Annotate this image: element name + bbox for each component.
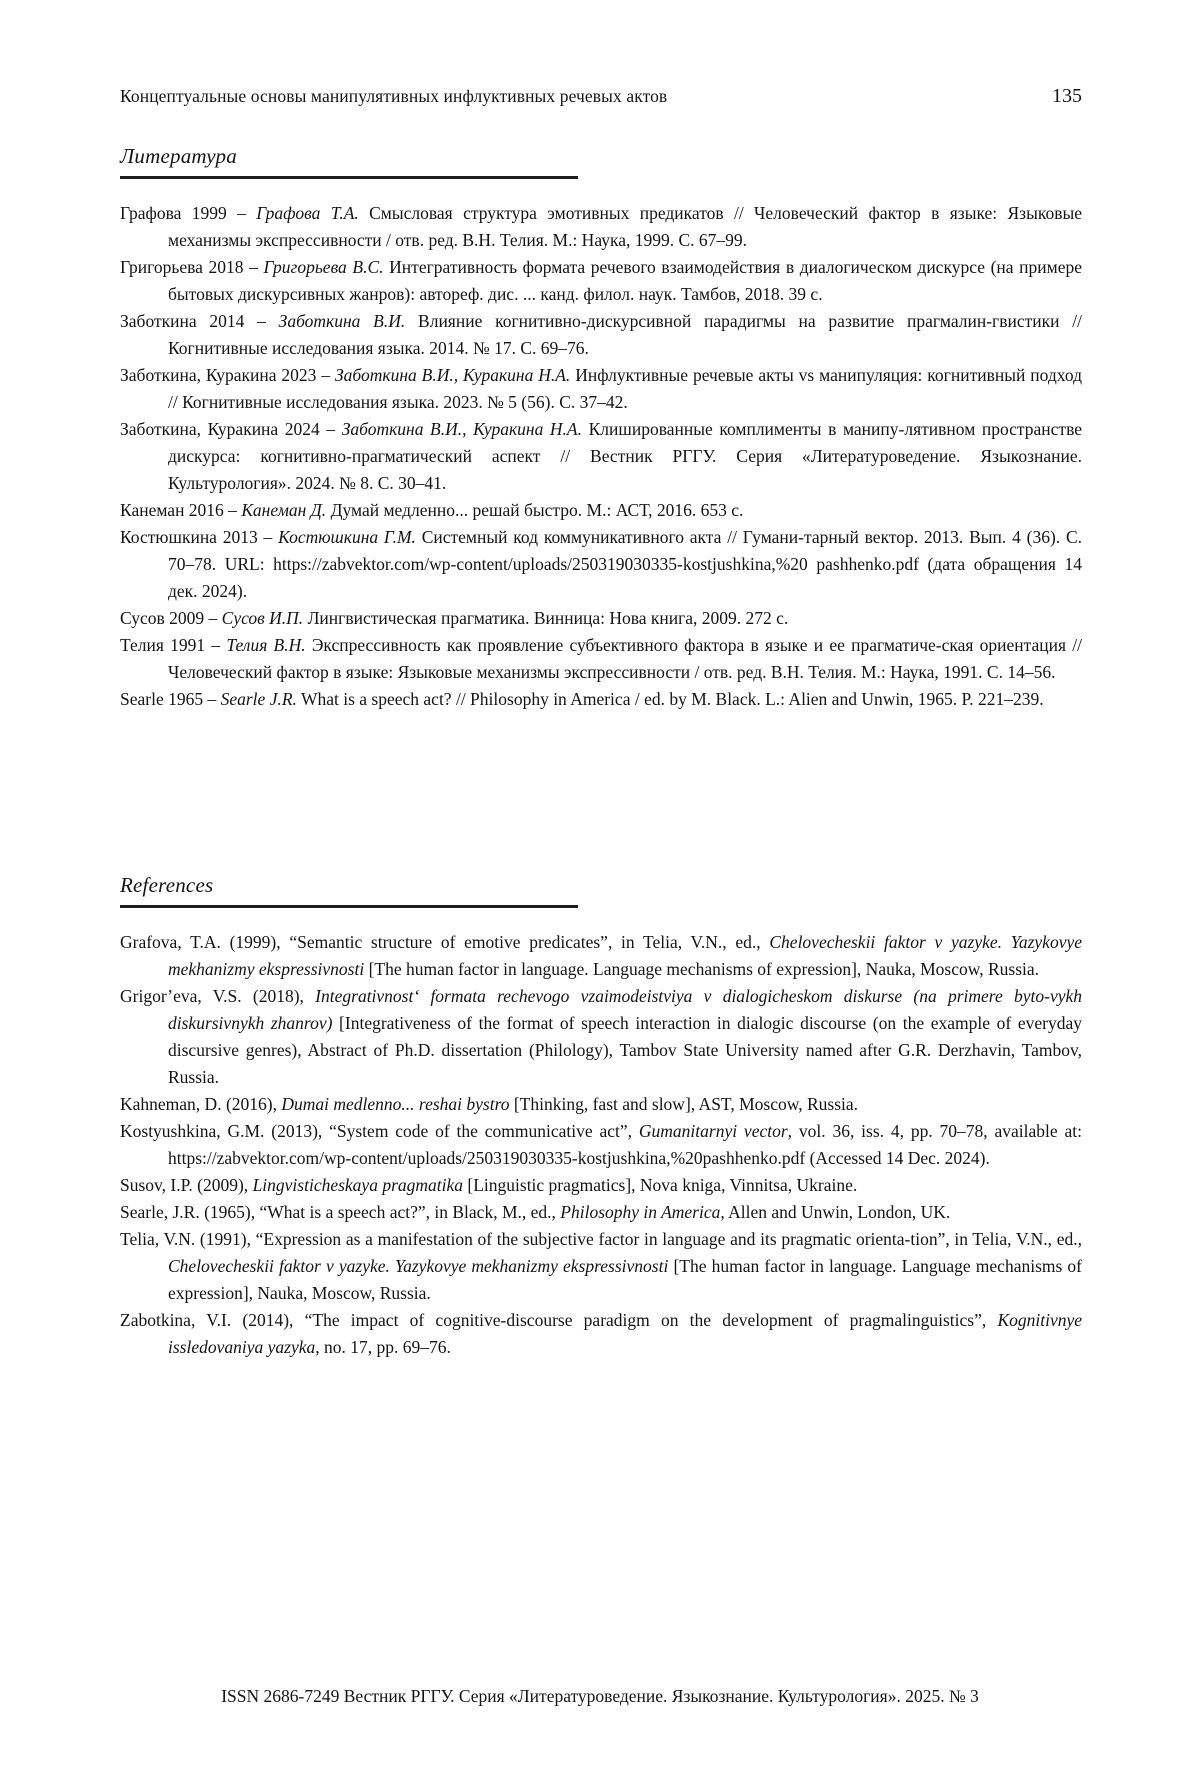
reference-text: Системный код коммуникативного акта // Гумани-тарный вектор. 2013. Вып. 4 (36). С. 70–78. URL: https://zabvektor.com/wp-content/uploads/250319030335-kostjushkina,%20 pashhenko.pdf (дата обращения 14 дек. 2024). [168, 527, 1083, 601]
reference-text: Смысловая структура эмотивных предикатов // Человеческий фактор в языке: Языковые механизмы экспрессивности / отв. ред. В.Н. Телия. М.: Наука, 1999. С. 67–99. [168, 203, 1083, 250]
reference-entry [120, 983, 1082, 1091]
reference-text: Kahneman, D. (2016), [120, 1094, 282, 1114]
reference-italic-text: Григорьева В.С. [263, 257, 384, 277]
reference-text: Интегративность формата речевого взаимодействия в диалогическом дискурсе (на примере бытовых дискурсивных жанров): автореф. дис. ... канд. филол. наук. Тамбов, 2018. 39 с. [168, 257, 1083, 304]
reference-text: What is a speech act? // Philosophy in America / ed. by M. Black. L.: Alien and Unwin, 1965. P. 221–239. [296, 689, 1044, 709]
reference-text: Susov, I.P. (2009), [120, 1175, 253, 1195]
reference-list-english [120, 929, 1082, 1361]
reference-text: , no. 17, pp. 69–76. [315, 1337, 451, 1357]
reference-entry [120, 200, 1082, 254]
reference-text: Клишированные комплименты в манипу-лятивном пространстве дискурса: когнитивно-прагматический аспект // Вестник РГГУ. Серия «Литературоведение. Языкознание. Культурология». 2024. № 8. С. 30–41. [168, 419, 1083, 493]
page-number: 135 [1052, 85, 1082, 107]
page-header [120, 85, 1082, 108]
reference-italic-text: Сусов И.П. [221, 608, 304, 628]
reference-text: [Linguistic pragmatics], Nova kniga, Vinnitsa, Ukraine. [463, 1175, 858, 1195]
section-title-literatura: Литература [120, 144, 237, 168]
reference-text: Григорьева 2018 – [120, 257, 264, 277]
reference-text: [Thinking, fast and slow], AST, Moscow, Russia. [509, 1094, 859, 1114]
footer-text: ISSN 2686-7249 Вестник РГГУ. Серия «Литературоведение. Языкознание. Культурология». 2025. № 3 [221, 1686, 979, 1706]
reference-italic-text: Kognitivnye issledovaniya yazyka [168, 1310, 1082, 1357]
reference-text: Инфлуктивные речевые акты vs манипуляция: когнитивный подход // Когнитивные исследования языка. 2023. № 5 (56). С. 37–42. [168, 365, 1082, 412]
reference-text: Searle 1965 – [120, 689, 221, 709]
section-literatura [120, 144, 1082, 713]
reference-text: Думай медленно... решай быстро. М.: АСТ, 2016. 653 с. [326, 500, 744, 520]
reference-text: Канеман 2016 – [120, 500, 242, 520]
reference-text: Экспрессивность как проявление субъективного фактора в языке и ее прагматиче-ская ориентация // Человеческий фактор в языке: Языковые механизмы экспрессивности / отв. ред. В.Н. Телия. М.: Наука, 1991. С. 14–56. [168, 635, 1082, 682]
reference-entry [120, 929, 1082, 983]
reference-italic-text: Dumai medlenno... reshai bystro [281, 1094, 510, 1114]
reference-text: Заботкина, Куракина 2024 – [120, 419, 342, 439]
reference-entry [120, 1118, 1082, 1172]
reference-text: Костюшкина 2013 – [120, 527, 279, 547]
reference-text: Zabotkina, V.I. (2014), “The impact of cognitive-discourse paradigm on the development of pragmalinguistics”, [120, 1310, 998, 1330]
reference-italic-text: Телия В.Н. [226, 635, 306, 655]
reference-entry [120, 1226, 1082, 1307]
reference-text: [The human factor in language. Language mechanisms of expression], Nauka, Moscow, Russia. [364, 959, 1040, 979]
reference-italic-text: Заботкина В.И., Куракина Н.А. [341, 419, 583, 439]
reference-entry [120, 686, 1082, 713]
reference-text: Kostyushkina, G.M. (2013), “System code of the communicative act”, [120, 1121, 639, 1141]
reference-italic-text: Графова Т.А. [256, 203, 359, 223]
reference-italic-text: Костюшкина Г.М. [278, 527, 416, 547]
reference-text: Влияние когнитивно-дискурсивной парадигмы на развитие прагмалин-гвистики // Когнитивные исследования языка. 2014. № 17. С. 69–76. [168, 311, 1082, 358]
reference-text: Telia, V.N. (1991), “Expression as a manifestation of the subjective factor in language and its pragmatic orienta-tion”, in Telia, V.N., ed., [120, 1229, 1082, 1249]
reference-italic-text: Philosophy in America [560, 1202, 721, 1222]
reference-italic-text: Chelovecheskii faktor v yazyke. Yazykovye mekhanizmy ekspressivnosti [168, 1256, 669, 1276]
reference-text: Графова 1999 – [120, 203, 257, 223]
reference-entry [120, 1172, 1082, 1199]
reference-entry [120, 497, 1082, 524]
reference-text: Заботкина 2014 – [120, 311, 279, 331]
reference-italic-text: Заботкина В.И. [278, 311, 406, 331]
section-rule [120, 905, 578, 908]
reference-text: Лингвистическая прагматика. Винница: Нова книга, 2009. 272 с. [303, 608, 789, 628]
reference-italic-text: Заботкина В.И., Куракина Н.А. [335, 365, 571, 385]
reference-list-russian [120, 200, 1082, 713]
reference-entry [120, 605, 1082, 632]
reference-text: Grigor’eva, V.S. (2018), [120, 986, 316, 1006]
reference-text: Заботкина, Куракина 2023 – [120, 365, 336, 385]
section-references [120, 873, 1082, 1361]
reference-text: [Integrativeness of the format of speech interaction in dialogic discourse (on the example of everyday discursive genres), Abstract of Ph.D. dissertation (Philology), Tambov State University named after G.R. Derzhavin, Tambov, Russia. [168, 1013, 1082, 1087]
reference-entry [120, 1307, 1082, 1361]
reference-text: , vol. 36, iss. 4, pp. 70–78, available at: https://zabvektor.com/wp-content/uploads/250319030335-kostjushkina,%20pashhenko.pdf (Accessed 14 Dec. 2024). [168, 1121, 1082, 1168]
reference-italic-text: Chelovecheskii faktor v yazyke. Yazykovye mekhanizmy ekspressivnosti [168, 932, 1082, 979]
reference-entry [120, 416, 1082, 497]
reference-italic-text: Gumanitarnyi vector [638, 1121, 788, 1141]
section-rule [120, 176, 578, 179]
reference-italic-text: Searle J.R. [220, 689, 297, 709]
reference-entry [120, 524, 1082, 605]
reference-text: Grafova, T.A. (1999), “Semantic structure of emotive predicates”, in Telia, V.N., ed., [120, 932, 770, 952]
reference-entry [120, 1091, 1082, 1118]
section-title-references: References [120, 873, 214, 897]
reference-text: Телия 1991 – [120, 635, 227, 655]
reference-entry [120, 362, 1082, 416]
reference-text: , Allen and Unwin, London, UK. [720, 1202, 951, 1222]
reference-italic-text: Канеман Д. [241, 500, 327, 520]
reference-text: Searle, J.R. (1965), “What is a speech act?”, in Black, M., ed., [120, 1202, 561, 1222]
reference-text: [The human factor in language. Language mechanisms of expression], Nauka, Moscow, Russia. [168, 1256, 1083, 1303]
running-title: Концептуальные основы манипулятивных инфлуктивных речевых актов [120, 86, 668, 106]
reference-entry [120, 632, 1082, 686]
reference-italic-text: Integrativnost‘ formata rechevogo vzaimodeistviya v dialogicheskom diskurse (na primere byto-vykh diskursivnykh zhanrov) [168, 986, 1083, 1033]
reference-text: Сусов 2009 – [120, 608, 222, 628]
reference-italic-text: Lingvisticheskaya pragmatika [252, 1175, 464, 1195]
reference-entry [120, 308, 1082, 362]
reference-entry [120, 1199, 1082, 1226]
reference-entry [120, 254, 1082, 308]
